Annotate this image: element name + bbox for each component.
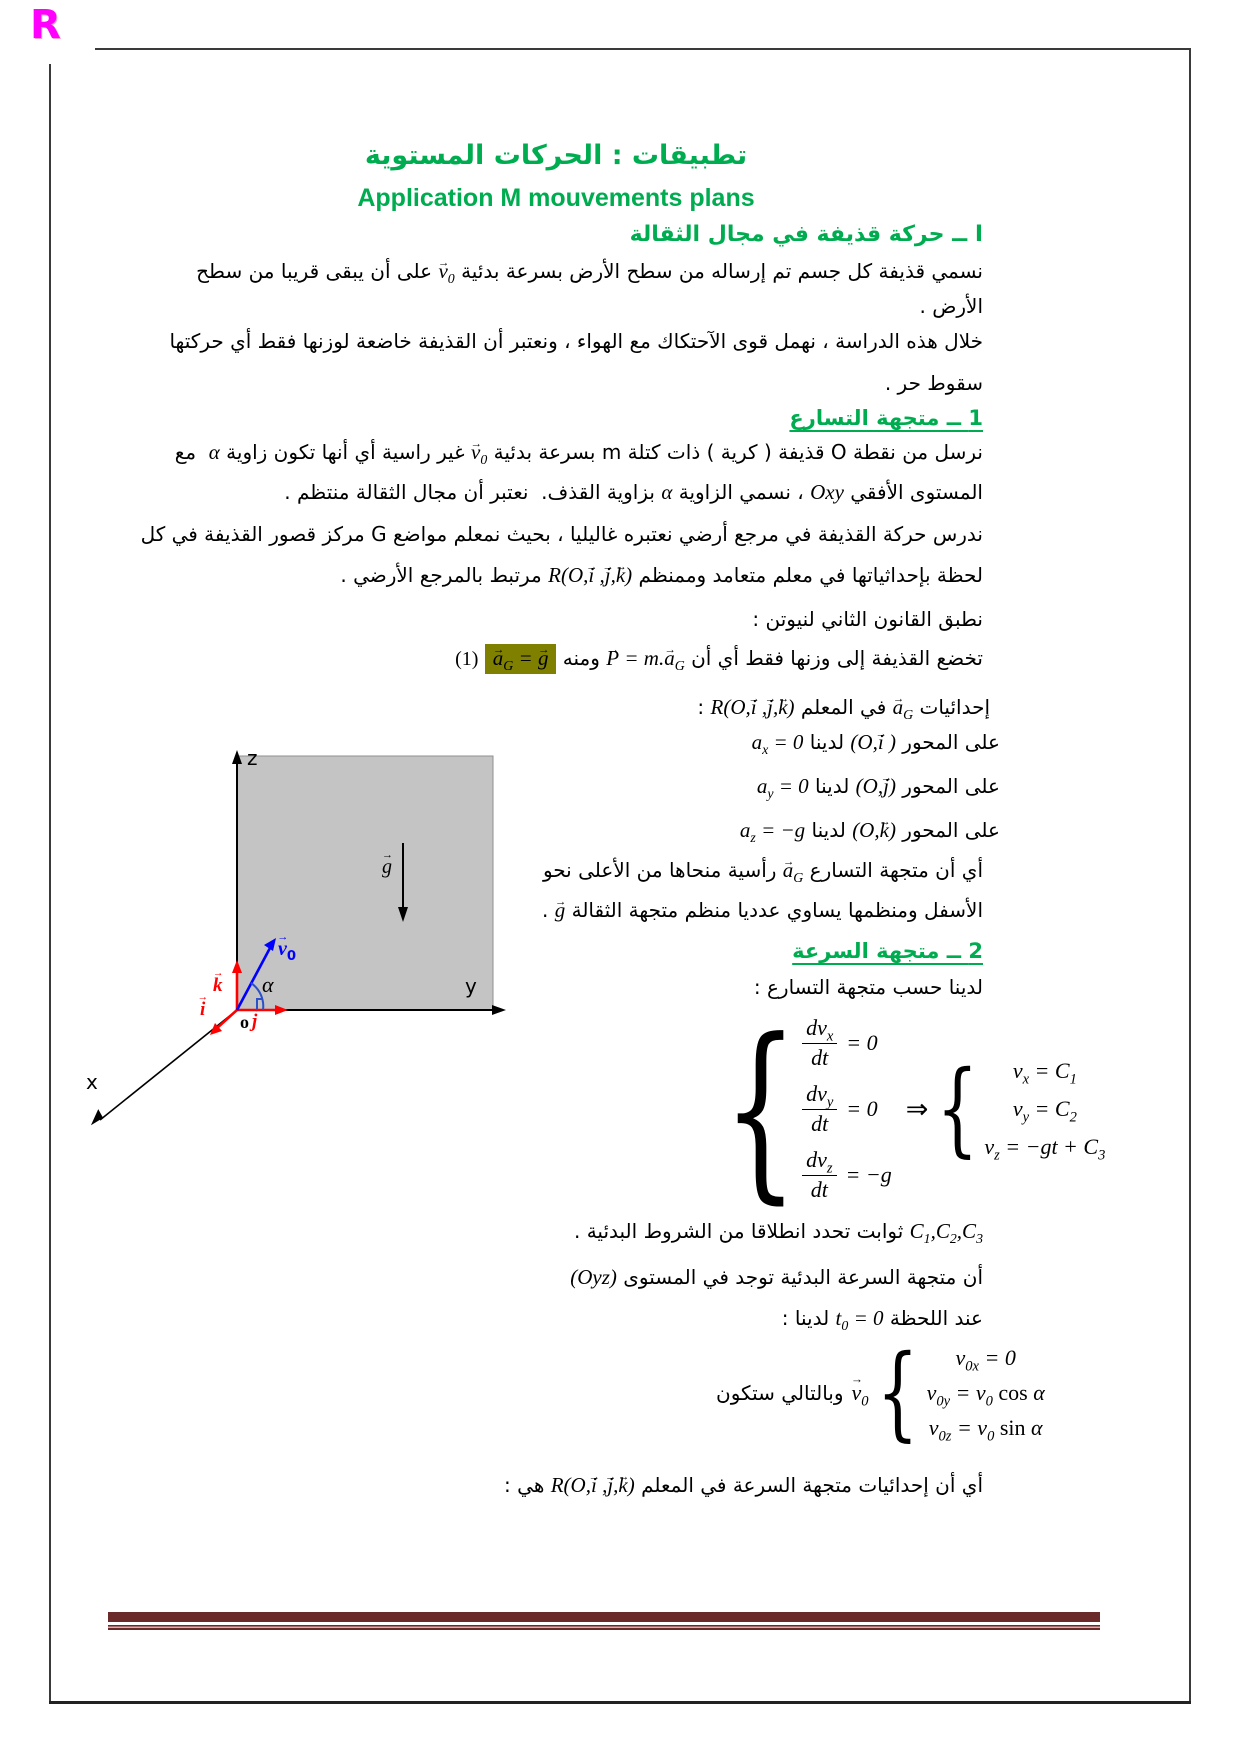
- projectile-frame-diagram: [50, 730, 520, 1140]
- initial-velocity-system: [716, 1333, 1045, 1453]
- ode-row-x: $\frac{dv_x}{dt}$ = 0: [802, 1012, 892, 1074]
- frame-top-rule: [95, 48, 1190, 50]
- v0-brace: {: [876, 1333, 919, 1453]
- vx-solution: $v_x = C_1$: [1012, 1058, 1077, 1088]
- site-logo-r: R: [30, 2, 61, 48]
- implies-arrow-icon: ⇒: [905, 1093, 929, 1125]
- y-axis-label: y: [465, 974, 477, 998]
- v0y-component: $v_{0y} = v_0$ cos α: [926, 1380, 1045, 1410]
- page-title-french: Application M mouvements plans: [357, 184, 755, 212]
- v0-vector-label: $v \to_0$: [278, 936, 296, 961]
- accel-line-2: المستوى الأفقي Oxy ، نسمي الزاوية α بزاوية القذف. نعتبر أن مجال الثقالة منتظم .: [284, 480, 983, 504]
- t0-line: عند اللحظة $t_0 = 0$ لدينا :: [781, 1306, 983, 1334]
- accel-line-3: ندرس حركة القذيفة في مرجع أرضي نعتبره غاليليا ، بحيث نمعلم مواضع G مركز قصور القذيفة في كل: [140, 522, 983, 546]
- axis-y-component: على المحور (O,j →) لدينا $a_y = 0$: [757, 768, 1000, 804]
- v0x-component: $v_{0x} = 0$: [955, 1345, 1016, 1375]
- ode-row-y: $\frac{dv_y}{dt}$ = 0: [802, 1078, 892, 1140]
- i-vector-label: i →: [200, 998, 205, 1021]
- accel-line-1: نرسل من نقطة O قذيفة ( كرية ) ذات كتلة m بسرعة بدئية $v \to_0$ غير راسية أي أنها تكون زاوية α مع: [175, 437, 983, 467]
- axis-z-component: على المحور (O,k →) لدينا $a_z = -g$: [740, 812, 1000, 848]
- frame-bottom-rule: [49, 1701, 1191, 1704]
- final-line: أي أن إحدائيات متجهة السرعة في المعلم R(O,i → ,j →,k →) هي :: [504, 1468, 983, 1502]
- right-brace: {: [936, 1049, 979, 1169]
- alpha-angle-label: α: [262, 972, 274, 997]
- velocity-heading: 2 ــ متجهة السرعة: [792, 939, 983, 963]
- constants-line: $C_1,C_2,C_3$ ثوابت تحدد انطلاقا من الشروط البدئية .: [573, 1219, 983, 1247]
- accel-conclusion-2: الأسفل ومنظمها يساوي عدديا منظم متجهة الثقالة g → .: [542, 895, 983, 925]
- intro-line-2: الأرض .: [919, 294, 983, 318]
- v0-components-column: [927, 1342, 1045, 1444]
- frame-right-rule: [1189, 48, 1191, 1703]
- ode-row-z: $\frac{dv_z}{dt}$ = −g: [802, 1144, 892, 1206]
- footer-thick-rule: [108, 1612, 1100, 1622]
- ode-column: [802, 1012, 892, 1206]
- vz-solution: $v_z = -gt + C_3$: [984, 1134, 1106, 1164]
- section-1-heading: I ــ حركة قذيفة في مجال الثقالة: [629, 222, 983, 247]
- left-brace: {: [723, 997, 799, 1221]
- axis-x-component: على المحور (O,i → ) لدينا $a_x = 0$: [752, 724, 1000, 760]
- accel-coords-line: إحدائيات $a \to_G$ في المعلم R(O,i → ,j →,k →) :: [697, 690, 990, 724]
- origin-label: o: [240, 1012, 249, 1032]
- intro-line-4: سقوط حر .: [884, 371, 983, 395]
- intro-line-3: خلال هذه الدراسة ، نهمل قوى الآحتكاك مع الهواء ، ونعتبر أن القذيفة خاضعة لوزنها فقط أي حركتها: [169, 329, 983, 353]
- initial-velocity-label: وبالتالي ستكون: [716, 1381, 844, 1405]
- k-vector-label: k →: [213, 974, 223, 997]
- g-vector-label: g →: [382, 854, 392, 879]
- footer-thin-rule: [108, 1625, 1100, 1630]
- z-axis-label: z: [247, 746, 258, 770]
- v0z-component: $v_{0z} = v_0$ sin α: [928, 1415, 1043, 1445]
- velocity-solutions-column: [984, 1055, 1105, 1163]
- plane-line: أن متجهة السرعة البدئية توجد في المستوى (Oyz): [570, 1265, 983, 1289]
- accel-conclusion-1: أي أن متجهة التسارع $a \to_G$ رأسية منحاها من الأعلى نحو: [543, 855, 983, 885]
- accel-line-5: نطبق القانون الثاني لنيوتن :: [752, 607, 983, 631]
- vy-solution: $v_y = C_2$: [1012, 1096, 1077, 1126]
- velocity-intro-line: لدينا حسب متجهة التسارع :: [753, 975, 983, 999]
- j-vector-label: j →: [252, 1010, 257, 1033]
- velocity-derivation-system: [723, 997, 1106, 1221]
- oyz-plane: [237, 756, 493, 1010]
- intro-line-1: نسمي قذيفة كل جسم تم إرساله من سطح الأرض بسرعة بدئية $v \to_0$ على أن يبقى قريبا من سطح: [196, 256, 983, 286]
- acceleration-heading: 1 ــ متجهة التسارع: [789, 406, 983, 430]
- x-axis-label: x: [86, 1070, 98, 1094]
- accel-line-4: لحظة بإحداثياتها في معلم متعامد وممنظم R(O,i → ,j →,k →) مرتبط بالمرجع الأرضي .: [340, 558, 983, 592]
- v0-vector-symbol: $v \to_0$: [852, 1380, 869, 1406]
- page-title-arabic: تطبيقات : الحركات المستوية: [364, 140, 748, 171]
- newton-equation-line: تخضع القذيفة إلى وزنها فقط أي أن P → = $m.a \to_G$ ومنه $a \to_G = g$ →‏ (1): [455, 638, 983, 679]
